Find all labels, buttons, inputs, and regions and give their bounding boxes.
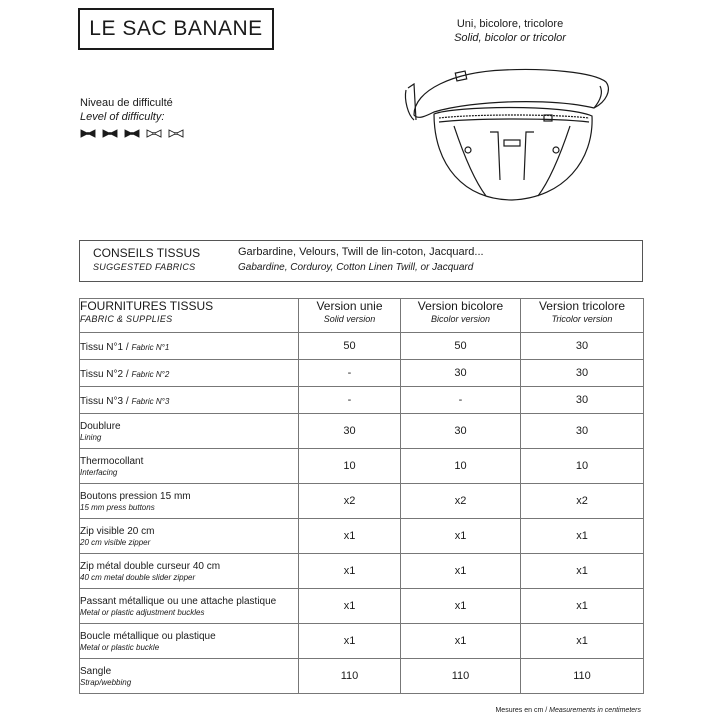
table-cell: 110 (401, 659, 521, 694)
table-cell: 10 (521, 449, 644, 484)
table-cell: 10 (401, 449, 521, 484)
table-row (80, 484, 644, 519)
table-cell: x1 (401, 624, 521, 659)
table-cell: x1 (521, 519, 644, 554)
table-cell: 30 (401, 414, 521, 449)
row-label-fr: Thermocollant (80, 455, 144, 467)
bow-tie-icon (146, 129, 162, 138)
row-label-fr: Tissu N°2 (80, 369, 124, 380)
table-row (80, 449, 644, 484)
table-cell: x2 (299, 484, 401, 519)
units-note-sep: / (543, 707, 550, 714)
row-label-fr: Passant métallique ou une attache plastique (80, 595, 277, 607)
units-note-fr: Mesures en cm (495, 707, 544, 714)
row-label-en: Fabric N°3 (131, 397, 170, 406)
bow-tie-icon (102, 129, 118, 138)
table-cell: - (401, 387, 521, 414)
row-label-en: 20 cm visible zipper (80, 537, 151, 547)
suggested-fabrics-heading-en: SUGGESTED FABRICS (93, 262, 196, 272)
column-tricolor-version (521, 299, 644, 333)
table-row (80, 360, 644, 387)
row-label-fr: Zip visible 20 cm (80, 525, 155, 537)
column-header-fr: Version unie (316, 299, 383, 313)
supplies-header-row (80, 299, 644, 333)
row-label-en: Fabric N°1 (131, 343, 170, 352)
bow-tie-icon (80, 129, 96, 138)
page-title: LE SAC BANANE (78, 8, 274, 50)
suggested-fabrics-list-en: Gabardine, Corduroy, Cotton Linen Twill, or Jacquard (238, 262, 474, 273)
row-label-fr: Boucle métallique ou plastique (80, 630, 216, 642)
row-label-separator: / (123, 369, 132, 380)
table-cell: x1 (521, 589, 644, 624)
table-cell: x1 (299, 624, 401, 659)
table-cell: 30 (521, 414, 644, 449)
row-label (80, 624, 299, 659)
table-cell: 30 (521, 387, 644, 414)
row-label (80, 387, 299, 414)
row-label-en: Metal or plastic buckle (80, 642, 160, 652)
supplies-table (79, 298, 644, 694)
table-cell: 30 (521, 360, 644, 387)
supplies-heading-fr: FOURNITURES TISSUS (80, 299, 214, 313)
row-label-separator: / (123, 396, 132, 407)
supplies-heading (80, 299, 299, 333)
difficulty-fr: Niveau de difficulté (80, 97, 173, 109)
column-bicolor-version (401, 299, 521, 333)
table-row (80, 519, 644, 554)
table-row (80, 333, 644, 360)
row-label (80, 589, 299, 624)
table-cell: 50 (299, 333, 401, 360)
table-cell: x1 (521, 554, 644, 589)
table-cell: x1 (299, 589, 401, 624)
table-row (80, 624, 644, 659)
versions-fr: Uni, bicolore, tricolore (456, 18, 564, 30)
table-row (80, 414, 644, 449)
row-label-fr: Tissu N°1 (80, 342, 124, 353)
row-label-fr: Sangle (80, 665, 112, 677)
column-header-en: Solid version (323, 314, 376, 324)
table-cell: x1 (401, 589, 521, 624)
table-cell: 10 (299, 449, 401, 484)
table-cell: - (299, 360, 401, 387)
table-cell: x1 (521, 624, 644, 659)
column-header-en: Bicolor version (430, 314, 491, 324)
table-cell: x1 (401, 554, 521, 589)
table-row (80, 659, 644, 694)
difficulty-label (80, 96, 173, 124)
table-row (80, 554, 644, 589)
row-label (80, 449, 299, 484)
row-label (80, 659, 299, 694)
suggested-fabrics-box (79, 240, 643, 282)
suggested-fabrics-list-fr: Garbardine, Velours, Twill de lin-coton, Jacquard... (238, 246, 484, 258)
row-label-en: Fabric N°2 (131, 370, 170, 379)
row-label-en: Lining (80, 432, 102, 442)
row-label-fr: Doublure (80, 420, 121, 432)
supplies-heading-en: FABRIC & SUPPLIES (80, 314, 173, 324)
suggested-fabrics-heading-fr: CONSEILS TISSUS (93, 246, 201, 260)
versions-en: Solid, bicolor or tricolor (454, 32, 566, 44)
column-header-fr: Version tricolore (538, 299, 626, 313)
bow-tie-icon (124, 129, 140, 138)
table-cell: x1 (299, 519, 401, 554)
row-label-en: Metal or plastic adjustment buckles (80, 607, 205, 617)
row-label-en: 40 cm metal double slider zipper (80, 572, 196, 582)
units-note-en: Measurements in centimeters (549, 707, 641, 714)
table-cell: x1 (299, 554, 401, 589)
versions-caption (410, 17, 610, 45)
difficulty-en: Level of difficulty: (80, 111, 165, 123)
row-label-en: Strap/webbing (80, 677, 132, 687)
table-row (80, 589, 644, 624)
column-header-fr: Version bicolore (417, 299, 504, 313)
bow-tie-icon (168, 129, 184, 138)
difficulty-rating (80, 129, 184, 138)
table-cell: 30 (521, 333, 644, 360)
row-label (80, 333, 299, 360)
row-label-en: Interfacing (80, 467, 118, 477)
table-cell: 50 (401, 333, 521, 360)
row-label-fr: Boutons pression 15 mm (80, 490, 191, 502)
table-cell: 30 (299, 414, 401, 449)
table-cell: x1 (401, 519, 521, 554)
table-cell: x2 (401, 484, 521, 519)
row-label (80, 554, 299, 589)
row-label (80, 484, 299, 519)
table-cell: 30 (401, 360, 521, 387)
fanny-pack-illustration (394, 60, 624, 210)
table-row (80, 387, 644, 414)
row-label (80, 360, 299, 387)
table-cell: - (299, 387, 401, 414)
units-note (495, 707, 641, 714)
row-label-fr: Tissu N°3 (80, 396, 124, 407)
row-label (80, 519, 299, 554)
row-label-en: 15 mm press buttons (80, 502, 155, 512)
column-header-en: Tricolor version (551, 314, 613, 324)
table-cell: 110 (299, 659, 401, 694)
column-solid-version (299, 299, 401, 333)
row-label-fr: Zip métal double curseur 40 cm (80, 560, 221, 572)
table-cell: x2 (521, 484, 644, 519)
row-label (80, 414, 299, 449)
row-label-separator: / (123, 342, 132, 353)
table-cell: 110 (521, 659, 644, 694)
